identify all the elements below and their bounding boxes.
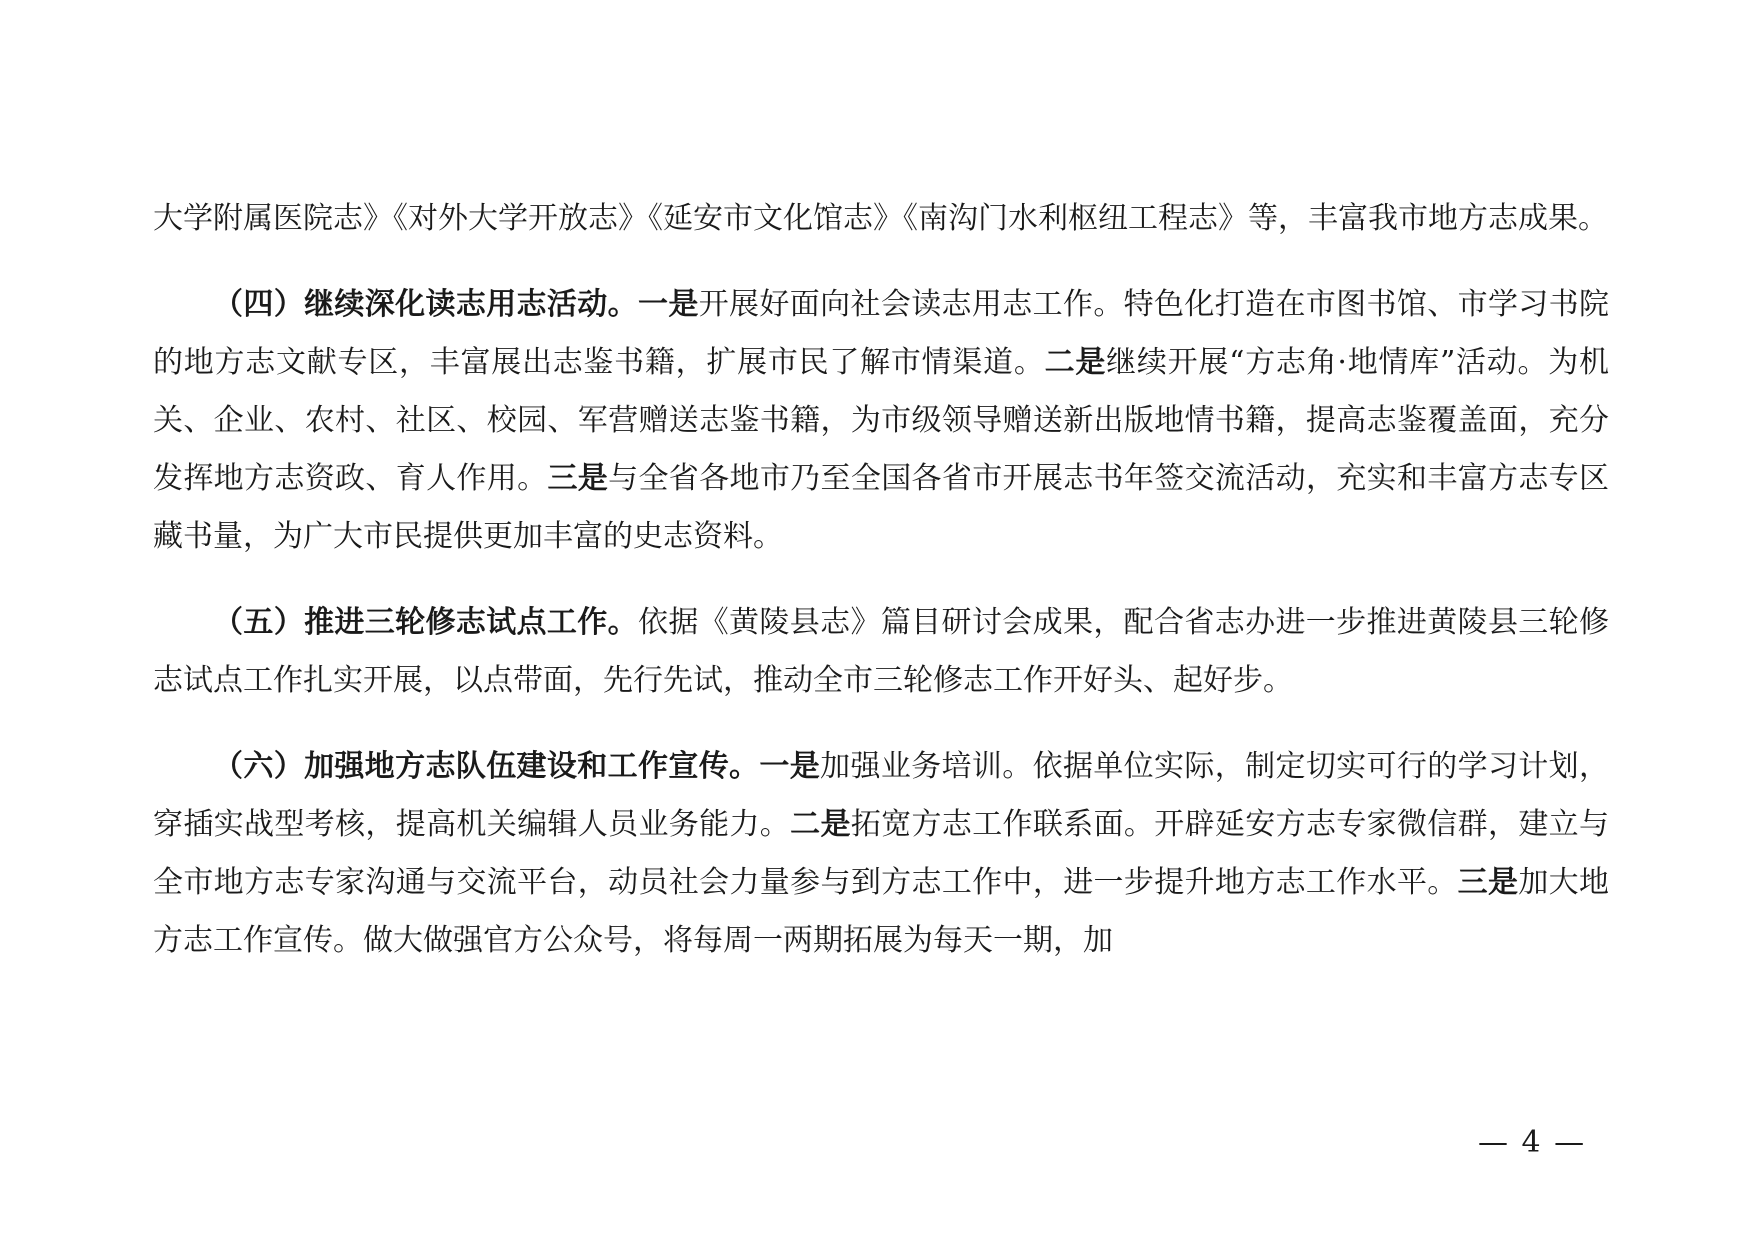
text-run: 与全省各地市乃至全国各省市开展志书年签交流活动，充实和丰富方志专区藏书量，为广大市民提供更加丰富的史志资料。	[153, 461, 1610, 554]
item-marker: 二是	[1044, 345, 1107, 380]
text-run: 加大地方志工作宣传。做大做强官方公众号，将每周一两期拓展为每天一期，加	[153, 865, 1610, 958]
paragraph-section-5	[153, 594, 1609, 710]
paragraph-gap	[153, 566, 1609, 594]
page-number: — 4 —	[1478, 1125, 1587, 1160]
text-run: 依据《黄陵县志》篇目研讨会成果，配合省志办进一步推进黄陵县三轮修志试点工作扎实开展，以点带面，先行先试，推动全市三轮修志工作开好头、起好步。	[153, 605, 1610, 698]
section-heading: （六）加强地方志队伍建设和工作宣传。	[213, 749, 760, 784]
item-marker: 三是	[547, 461, 609, 496]
item-marker: 三是	[1457, 865, 1519, 900]
paragraph-gap	[153, 710, 1609, 738]
item-marker: 二是	[790, 807, 851, 842]
document-body	[153, 190, 1609, 970]
paragraph-section-4	[153, 276, 1609, 566]
paragraph-section-6	[153, 738, 1609, 970]
section-heading: （五）推进三轮修志试点工作。	[213, 605, 638, 640]
paragraph-continued	[153, 190, 1609, 248]
text-run: 继续开展“方志角·地情库”活动。为机关、企业、农村、社区、校园、军营赠送志鉴书籍，为市级领导赠送新出版地情书籍，提高志鉴覆盖面，充分发挥地方志资政、育人作用。	[153, 345, 1610, 496]
text-run: 开展好面向社会读志用志工作。特色化打造在市图书馆、市学习书院的地方志文献专区，丰富展出志鉴书籍，扩展市民了解市情渠道。	[153, 287, 1610, 380]
text-run: 加强业务培训。依据单位实际，制定切实可行的学习计划，穿插实战型考核，提高机关编辑人员业务能力。	[153, 749, 1610, 842]
text-run: 大学附属医院志》《对外大学开放志》《延安市文化馆志》《南沟门水利枢纽工程志》等，丰富我市地方志成果。	[153, 201, 1608, 236]
text-run: 拓宽方志工作联系面。开辟延安方志专家微信群，建立与全市地方志专家沟通与交流平台，动员社会力量参与到方志工作中，进一步提升地方志工作水平。	[153, 807, 1610, 900]
paragraph-gap	[153, 248, 1609, 276]
section-heading: （四）继续深化读志用志活动。	[213, 287, 638, 322]
item-marker: 一是	[637, 287, 699, 322]
item-marker: 一是	[759, 749, 821, 784]
